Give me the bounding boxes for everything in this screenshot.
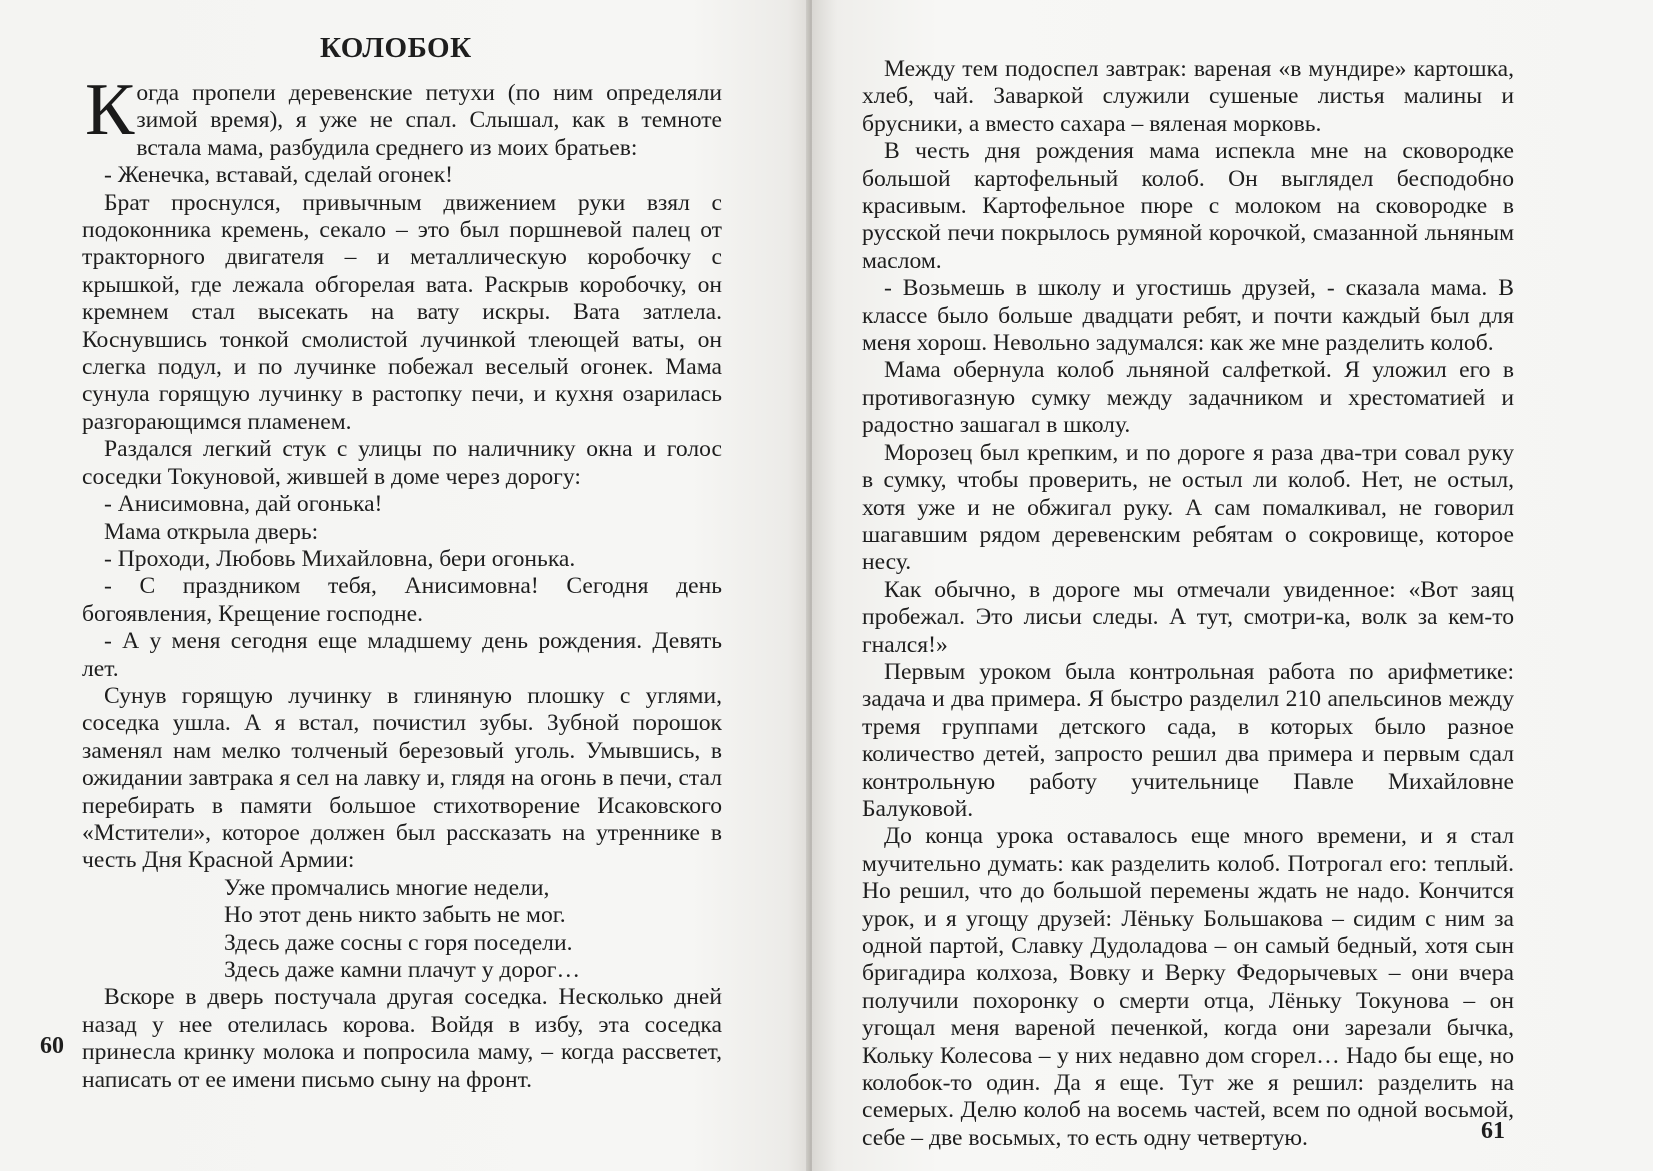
right-page-text — [862, 56, 1514, 1152]
paragraph: В честь дня рождения мама испекла мне на сковородке большой картофельный колоб. Он выглядел бесподобно красивым. Картофельное пюре с молоком на сковородке в русской печи покрылось румяной корочкой, смазанной льняным маслом. — [862, 138, 1514, 274]
paragraph: Мама открыла дверь: — [104, 518, 319, 545]
paragraph: Брат проснулся, привычным движением руки взял с подоконника кремень, секало – это был поршневой палец от тракторного двигателя – и металлическую коробочку с крышкой, где лежала обгорелая вата. Раскрыв коробочку, он кремнем стал высекать на вату искры. Вата затлела. Коснувшись тонкой смолистой лучинкой тлеющей ваты, он слегка подул, и по лучинке побежал веселый огонек. Мама сунула горящую лучинку в растопку печи, и кухня озарилась разгорающимся пламенем. — [82, 189, 722, 435]
poem-line: Уже промчались многие недели, — [224, 874, 550, 901]
paragraph: - Проходи, Любовь Михайловна, бери огонька. — [104, 545, 576, 572]
paragraph: Раздался легкий стук с улицы по наличнику окна и голос соседки Токуновой, жившей в доме через дорогу: — [82, 436, 722, 490]
poem-line: Здесь даже сосны с горя поседели. — [224, 929, 573, 956]
paragraph: Вскоре в дверь постучала другая соседка. Несколько дней назад у нее отелилась корова. Войдя в избу, эта соседка принесла кринку молока и попросила маму, – когда рассветет, написать от ее имени письмо сыну на фронт. — [82, 984, 722, 1093]
right-page — [812, 0, 1653, 1171]
paragraph: - А у меня сегодня еще младшему день рождения. Девять лет. — [82, 628, 722, 682]
page-number-right: 61 — [1481, 1118, 1505, 1144]
paragraph: - Женечка, вставай, сделай огонек! — [104, 162, 454, 189]
left-page — [0, 0, 812, 1171]
poem-line: Но этот день никто забыть не мог. — [224, 902, 566, 929]
paragraph: Как обычно, в дороге мы отмечали увиденное: «Вот заяц пробежал. Это лисьи следы. А тут, смотри-ка, волк за кем-то гнался!» — [862, 576, 1514, 658]
chapter-title: КОЛОБОК — [320, 32, 472, 64]
paragraph: Первым уроком была контрольная работа по арифметике: задача и два примера. Я быстро разделил 210 апельсинов между тремя группами детского сада, в которых было разное количество детей, запросто решил два примера и первым сдал контрольную работу учительнице Павле Михайловне Балуковой. — [862, 658, 1514, 822]
page-number-left: 60 — [40, 1033, 64, 1059]
paragraph: - С праздником тебя, Анисимовна! Сегодня день богоявления, Крещение господне. — [82, 573, 722, 627]
left-page-text — [82, 69, 722, 1094]
paragraph: - Возьмешь в школу и угостишь друзей, - сказала мама. В классе было больше двадцати ребят, и почти каждый был для меня хорош. Невольно задумался: как же мне разделить колоб. — [862, 275, 1514, 357]
opening-paragraph-text: огда пропели деревенские петухи (по ним определяли зимой время), я уже не спал. Слышал, как в темноте встала мама, разбудила среднего из моих братьев: — [136, 80, 722, 161]
paragraph: Морозец был крепким, и по дороге я раза два-три совал руку в сумку, чтобы проверить, не остыл ли колоб. Нет, не остыл, хотя уже и не обжигал руку. А сам помалкивал, не говорил шагавшим рядом деревенским ребятам о сокровище, которое несу. — [862, 439, 1514, 576]
opening-paragraph — [82, 69, 722, 162]
paragraph: Между тем подоспел завтрак: вареная «в мундире» картошка, хлеб, чай. Заваркой служили сушеные листья малины и брусники, а вместо сахара – вяленая морковь. — [862, 56, 1514, 137]
drop-cap: К — [85, 69, 135, 151]
paragraph: Сунув горящую лучинку в глиняную плошку с углями, соседка ушла. А я встал, почистил зубы. Зубной порошок заменял нам мелко толченый березовый уголь. Умывшись, в ожидании завтрака я сел на лавку и, глядя на огонь в печи, стал перебирать в памяти большое стихотворение Исаковского «Мстители», которое должен был рассказать на утреннике в честь Дня Красной Армии: — [82, 682, 722, 874]
poem-quote — [224, 875, 722, 985]
paragraph: До конца урока оставалось еще много времени, и я стал мучительно думать: как разделить колоб. Потрогал его: теплый. Но решил, что до большой перемены ждать не надо. Кончится урок, и я угощу друзей: Лёньку Большакова – сидим с ним за одной партой, Славку Дудоладова – он самый бедный, хотя сын бригадира колхоза, Вовку и Верку Федорычевых – они вчера получили похоронку о смерти отца, Лёньку Токунова – он угощал меня вареной печенкой, когда они зарезали бычка, Кольку Колесова – у них недавно дом сгорел… Надо бы еще, но колобок-то один. Да я еще. Тут же я решил: разделить на семерых. Делю колоб на восемь частей, всем по одной восьмой, себе – две восьмых, то есть одну четвертую. — [862, 823, 1514, 1151]
poem-line: Здесь даже камни плачут у дорог… — [224, 957, 581, 983]
paragraph: Мама обернула колоб льняной салфеткой. Я уложил его в противогазную сумку между задачником и хрестоматией и радостно зашагал в школу. — [862, 357, 1514, 439]
paragraph: - Анисимовна, дай огонька! — [104, 491, 383, 518]
